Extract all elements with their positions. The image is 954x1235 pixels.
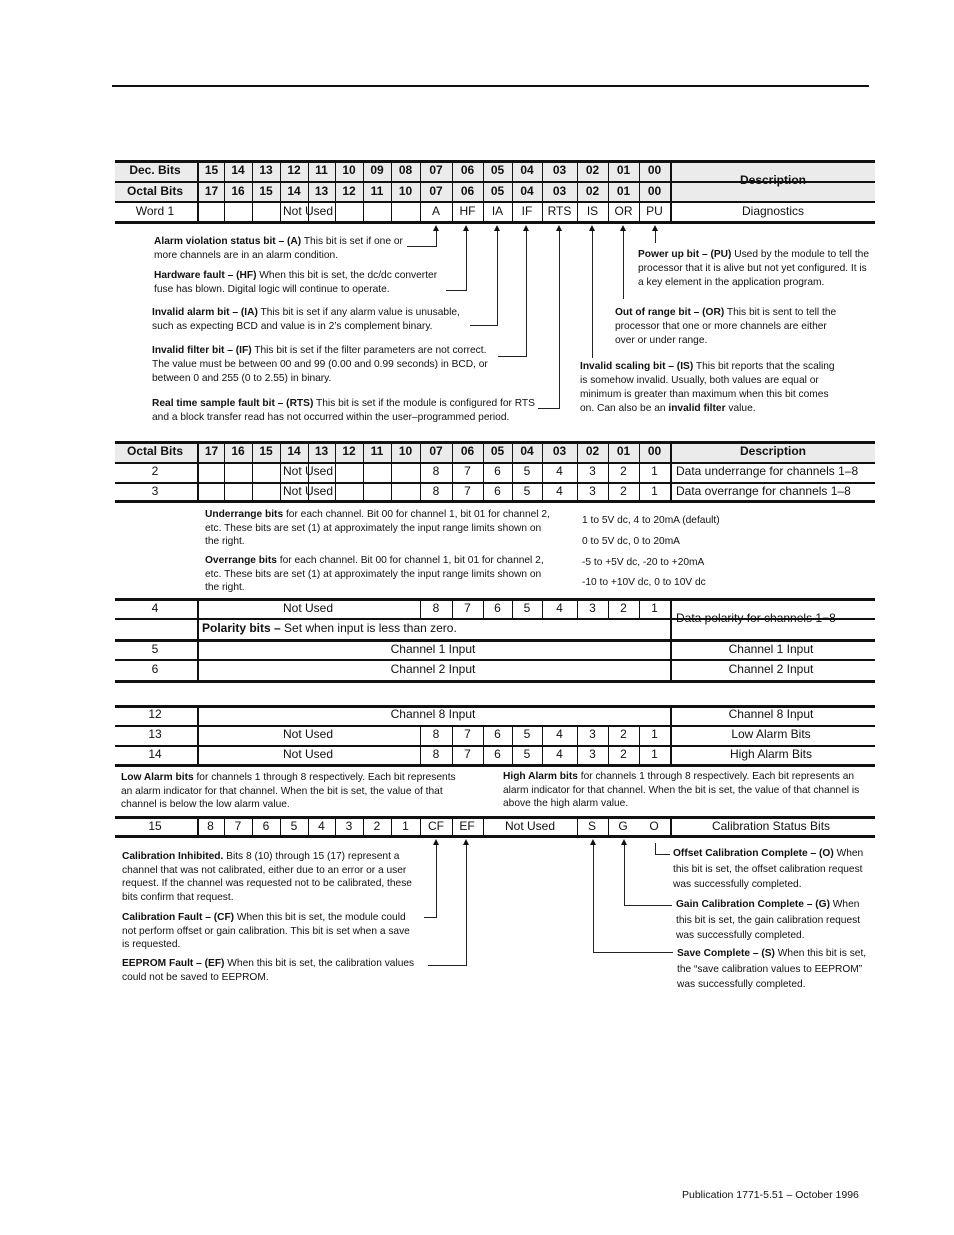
octal-bit-header: 07 [429,184,443,198]
octal-bits-header: Octal Bits [126,184,183,198]
rule [115,659,875,661]
channel-bit-cell: 1 [651,747,658,761]
description-cell: Data underrange for channels 1–8 [676,464,859,478]
channel-bit-cell: 2 [620,484,627,498]
channel-bit-cell: 6 [494,484,501,498]
octal-bit-header: 06 [460,444,475,458]
octal-bit-header: 15 [259,184,273,198]
publication-footer: Publication 1771-5.51 – October 1996 [682,1189,859,1201]
offset-cal-note: Offset Calibration Complete – (O) When this bit is set, the offset calibration request was successfully completed. [673,848,864,890]
overrange-note: Overrange bits for each channel. Bit 00 for channel 1, bit 01 for channel 2, etc. These bits are set (1) at approximately the input range limits shown on the right. [205,555,544,593]
cal-fault-note: Calibration Fault – (CF) When this bit is set, the module could not perform offset or gain calibration. This bit is set when a save is requested. [122,912,410,950]
cell-divider [670,444,672,500]
save-complete-note: Save Complete – (S) When this bit is set, the “save calibration values to EEPROM” was successfully completed. [677,948,867,990]
leader-line [466,231,467,291]
description-cell: Channel 2 Input [728,662,814,676]
octal-bit-header: 11 [370,444,384,458]
channel-bit-cell: 6 [494,464,501,478]
channel-input-cell: Channel 2 Input [390,662,476,676]
g-cell: G [618,819,628,833]
description-cell: Channel 8 Input [728,707,814,721]
not-used-cell: Not Used [282,464,334,478]
octal-bit-header: 13 [314,184,329,198]
octal-bit-header: 04 [520,184,534,198]
octal-bit-header: 12 [342,444,356,458]
table4-bottom-rule [115,764,875,767]
channel-bit-cell: 6 [494,727,501,741]
channel-bit-cell: 4 [556,727,563,741]
not-used-cell: Not Used [282,747,334,761]
leader-line [593,952,673,953]
octal-bit-header: 16 [231,444,245,458]
dec-bit-header: 05 [490,163,505,177]
dec-bit-header: 15 [204,163,219,177]
channel-bit-cell: 5 [523,601,531,615]
row-label: 15 [148,819,162,833]
channel-bit-cell: 3 [589,484,596,498]
channel-bit-cell: 3 [589,727,596,741]
channel-bit-cell: 3 [345,819,353,833]
channel-bit-cell: 3 [589,601,596,615]
description-cell: Channel 1 Input [728,642,814,656]
leader-line [593,845,594,953]
description-cell: Calibration Status Bits [711,819,831,833]
row-label: 13 [148,727,162,741]
rts-note: Real time sample fault bit – (RTS) This bit is set if the module is configured for RTS and a block transfer read has not occurred within the user–programmed period. [152,398,535,423]
status-bit-cell: IS [586,204,599,218]
octal-bit-header: 15 [259,444,273,458]
range-1: 1 to 5V dc, 4 to 20mA (default) [582,515,720,526]
dec-bit-header: 00 [647,163,662,177]
eeprom-fault-note: EEPROM Fault – (EF) When this bit is set, the calibration values could not be saved to EEPROM. [122,958,415,983]
octal-bit-header: 14 [287,444,301,458]
description-header: Description [739,444,806,458]
row-label: 14 [148,747,162,761]
leader-line [592,231,593,358]
polarity-bits-note [202,622,602,634]
channel-bit-cell: 1 [651,484,658,498]
description-header: Description [739,173,806,187]
o-cell: O [649,819,659,833]
channel-bit-cell: 1 [651,727,658,741]
channel-bit-cell: 4 [556,601,563,615]
row-label: 3 [151,484,159,498]
row-label: 6 [151,662,159,676]
dec-bit-header: 06 [460,163,475,177]
channel-bit-cell: 7 [464,601,471,615]
dec-bit-header: 03 [552,163,567,177]
octal-bit-header: 17 [204,184,219,198]
octal-bit-header: 14 [287,184,301,198]
dec-bit-header: 10 [342,163,356,177]
status-bit-cell: RTS [547,204,572,218]
channel-bit-cell: 7 [464,747,471,761]
channel-bit-cell: 2 [620,601,627,615]
description-cell: Low Alarm Bits [731,727,811,741]
channel-bit-cell: 4 [556,464,563,478]
octal-bits-header: Octal Bits [126,444,183,458]
invalid-filter-note: Invalid filter bit – (IF) This bit is set if the filter parameters are not correct. The value must be between 00 and 99 (0.00 and 0.99 seconds) in BCD, or between 0 and 255 (0 to 2.55) in binary. [152,345,488,384]
cell-divider [197,708,199,764]
octal-bit-header: 13 [314,444,329,458]
high-alarm-note: High Alarm bits for channels 1 through 8 respectively. Each bit represents an alarm indicator for that channel. When the bit is set, the value of that channel is above the high alarm value. [503,771,860,809]
octal-bit-header: 10 [398,184,413,198]
leader-line [436,845,437,918]
channel-bit-cell: 4 [556,484,563,498]
leader-line [498,356,527,357]
table5-bottom-rule [115,835,875,838]
octal-bit-header: 03 [552,184,567,198]
octal-bit-header: 05 [490,184,505,198]
status-bit-cell: OR [614,204,633,218]
channel-bit-cell: 6 [494,601,501,615]
channel-bit-cell: 6 [262,819,270,833]
row-label: 2 [151,464,159,478]
channel-bit-cell: 5 [523,727,531,741]
channel-bit-cell: 8 [432,484,440,498]
status-bit-cell: PU [646,204,663,218]
channel-bit-cell: 5 [523,484,531,498]
polarity-bits-title: Polarity bits – [202,621,281,635]
channel-bit-cell: 3 [589,747,596,761]
not-used-cell: Not Used [282,601,334,615]
dec-bit-header: 13 [259,163,273,177]
cf-cell: CF [428,819,444,833]
leader-line [428,965,467,966]
leader-line [624,905,672,906]
not-used-cell: Not Used [504,819,556,833]
channel-bit-cell: 1 [651,464,658,478]
low-alarm-note: Low Alarm bits for channels 1 through 8 respectively. Each bit represents an alarm indicator for that channel. When the bit is set, the value of that channel is below the low alarm value. [121,772,456,810]
gain-cal-note: Gain Calibration Complete – (G) When this bit is set, the gain calibration request was successfully completed. [676,899,861,941]
octal-bit-header: 11 [370,184,384,198]
not-used-cell: Not Used [282,204,334,218]
dec-bit-header: 02 [585,163,600,177]
channel-input-cell: Channel 8 Input [390,707,476,721]
out-of-range-note: Out of range bit – (OR) This bit is sent to tell the processor that one or more channels are either over or under range. [615,307,837,346]
channel-bit-cell: 8 [432,747,440,761]
row-label: 4 [151,601,159,615]
leader-line [655,854,670,855]
cell-divider [670,163,672,221]
leader-line [623,231,624,299]
row-label: 12 [148,707,162,721]
not-used-cell: Not Used [282,484,334,498]
octal-bit-header: 06 [460,184,475,198]
channel-bit-cell: 1 [651,601,658,615]
invalid-alarm-note: Invalid alarm bit – (IA) This bit is set if any alarm value is unusable, such as expecting BCD and value is in 2’s complement binary. [152,307,460,332]
not-used-cell: Not Used [282,727,334,741]
s-cell: S [587,819,596,833]
channel-bit-cell: 1 [402,819,409,833]
channel-bit-cell: 8 [432,601,440,615]
polarity-bits-text: Set when input is less than zero. [280,621,457,635]
channel-bit-cell: 5 [523,464,531,478]
status-bit-cell: IA [491,204,504,218]
description-cell: Diagnostics [741,204,805,218]
leader-line [538,408,560,409]
octal-bit-header: 12 [342,184,356,198]
status-bit-cell: HF [459,204,476,218]
dec-bit-header: 08 [398,163,413,177]
channel-bit-cell: 4 [318,819,325,833]
channel-bit-cell: 2 [620,727,627,741]
octal-bit-header: 17 [204,444,219,458]
range-2: 0 to 5V dc, 0 to 20mA [582,536,680,547]
channel-bit-cell: 8 [432,464,440,478]
status-bit-cell: A [431,204,440,218]
channel-bit-cell: 4 [556,747,563,761]
description-cell: Data overrange for channels 1–8 [676,484,851,498]
channel-bit-cell: 7 [234,819,242,833]
dec-bit-header: 11 [315,163,328,177]
ef-cell: EF [459,819,475,833]
dec-bit-header: 01 [616,163,631,177]
channel-bit-cell: 2 [373,819,381,833]
octal-bit-header: 03 [552,444,567,458]
channel-bit-cell: 2 [620,464,627,478]
leader-line [559,231,560,409]
octal-bit-header: 16 [231,184,245,198]
octal-bit-header: 10 [398,444,413,458]
table1-bottom-rule [115,221,875,224]
dec-bit-header: 12 [287,163,301,177]
power-up-note: Power up bit – (PU) Used by the module to tell the processor that it is alive but not yet configured. It is a key element in the application program. [638,249,870,288]
range-3: -5 to +5V dc, -20 to +20mA [582,557,705,568]
dec-bits-header: Dec. Bits [129,163,181,177]
channel-bit-cell: 7 [464,484,471,498]
word-label: Word 1 [135,204,175,218]
channel-bit-cell: 3 [589,464,596,478]
dec-bit-header: 09 [370,163,384,177]
leader-line [466,845,467,966]
channel-bit-cell: 7 [464,727,471,741]
channel-bit-cell: 8 [432,727,440,741]
underrange-note: Underrange bits for each channel. Bit 00 for channel 1, bit 01 for channel 2, etc. These bits are set (1) at approximately the input range limits shown on the right. [205,509,550,547]
channel-bit-cell: 7 [464,464,471,478]
leader-line [424,917,437,918]
leader-line [436,231,437,247]
table3-bottom-rule [115,680,875,683]
dec-bit-header: 07 [429,163,443,177]
octal-bit-header: 07 [429,444,443,458]
hardware-fault-note: Hardware fault – (HF) When this bit is set, the dc/dc converter fuse has blown. Digital logic will continue to operate. [154,270,438,295]
dec-bit-header: 04 [520,163,534,177]
status-bit-cell: IF [521,204,533,218]
channel-bit-cell: 6 [494,747,501,761]
leader-line [446,290,467,291]
leader-line [470,325,498,326]
range-4: -10 to +10V dc, 0 to 10V dc [582,577,706,588]
channel-bit-cell: 2 [620,747,627,761]
leader-line [624,845,625,905]
description-cell: High Alarm Bits [729,747,813,761]
table2-bottom-rule [115,500,875,503]
octal-bit-header: 00 [647,184,662,198]
invalid-scaling-note: Invalid scaling bit – (IS) This bit reports that the scaling is somehow invalid. Usually, both values are equal or minimum is greater than maximum when this bit comes on. Can also be an invalid filter value. [580,361,835,414]
row-label: 5 [151,642,159,656]
octal-bit-header: 01 [616,184,631,198]
octal-bit-header: 02 [585,184,600,198]
octal-bit-header: 04 [520,444,534,458]
rule [115,201,875,203]
channel-bit-cell: 5 [523,747,531,761]
octal-bit-header: 01 [616,444,631,458]
leader-line [497,231,498,326]
top-rule [112,85,869,87]
description-cell: Data polarity for channels 1−8 [676,611,836,625]
channel-bit-cell: 5 [290,819,298,833]
alarm-violation-note: Alarm violation status bit – (A) This bit is set if one or more channels are in an alarm condition. [154,236,403,261]
cal-inhibited-note: Calibration Inhibited. Bits 8 (10) through 15 (17) represent a channel that was not calibrated, either due to an error or a user request. If the channel was requested not to be calibrated, these bits confirm that request. [122,851,412,903]
octal-bit-header: 05 [490,444,505,458]
channel-bit-cell: 8 [207,819,214,833]
dec-bit-header: 14 [231,163,245,177]
octal-bit-header: 00 [647,444,662,458]
channel-input-cell: Channel 1 Input [390,642,476,656]
leader-line [655,231,656,243]
octal-bit-header: 02 [585,444,600,458]
cell-divider [197,601,199,680]
leader-line [526,231,527,357]
